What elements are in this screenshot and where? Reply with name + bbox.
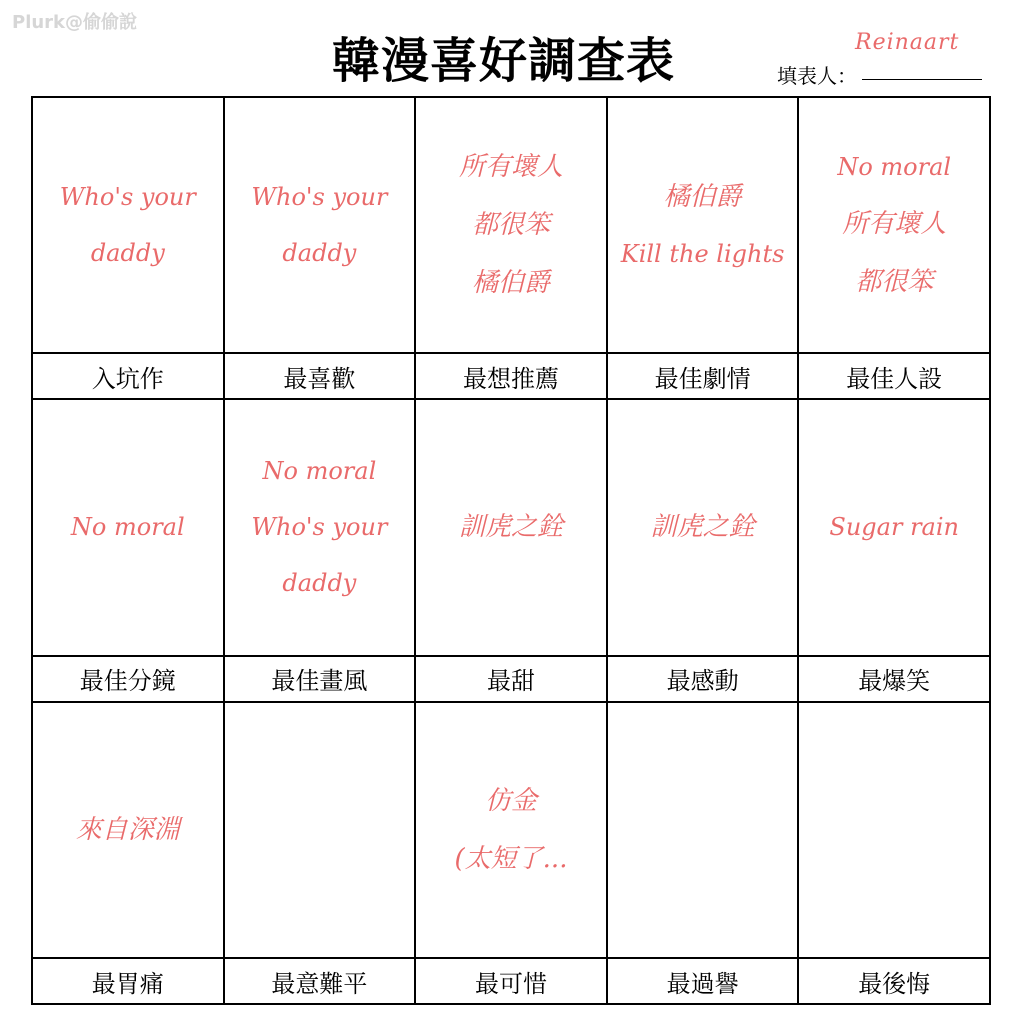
handwritten-answer: 所有壞人 <box>458 152 563 183</box>
handwritten-answer: 都很笨 <box>471 210 550 241</box>
watermark: Plurk@偷偷說 <box>12 12 138 33</box>
handwritten-answer: No moral <box>837 153 952 182</box>
answer-area <box>33 98 223 354</box>
handwritten-answer: No moral <box>262 457 377 486</box>
handwritten-answer: 橘伯爵 <box>663 182 742 213</box>
category-label: 最想推薦 <box>462 364 559 393</box>
category-label: 最佳劇情 <box>654 364 751 393</box>
answer-area <box>33 400 223 656</box>
handwritten-answer: Who's your <box>59 183 196 212</box>
answer-area <box>416 400 606 656</box>
handwritten-answer: daddy <box>90 239 165 268</box>
handwritten-answer: Who's your <box>251 183 388 212</box>
handwritten-answer: 訓虎之銓 <box>458 512 563 543</box>
survey-cell <box>225 98 417 400</box>
category-label: 最喜歡 <box>283 364 356 393</box>
handwritten-answer: 都很笨 <box>855 267 934 298</box>
survey-cell <box>799 703 991 1005</box>
answer-area <box>608 98 798 354</box>
survey-cell <box>799 400 991 702</box>
handwritten-answer: No moral <box>70 513 185 542</box>
page-title: 韓漫喜好調查表 <box>332 33 676 89</box>
filler-label: 填表人： <box>777 64 857 88</box>
handwritten-answer: daddy <box>282 569 357 598</box>
category-label: 最甜 <box>486 667 535 696</box>
category-label: 最後悔 <box>858 969 931 998</box>
survey-cell <box>225 400 417 702</box>
survey-cell <box>33 703 225 1005</box>
handwritten-answer: (太短了... <box>454 843 568 874</box>
category-label: 最佳畫風 <box>271 667 368 696</box>
filler-name: Reinaart <box>855 30 960 55</box>
category-label: 最佳人設 <box>846 364 943 393</box>
answer-area <box>225 400 415 656</box>
survey-cell <box>416 400 608 702</box>
category-label: 最感動 <box>666 667 739 696</box>
category-label: 最過譽 <box>666 969 739 998</box>
survey-cell <box>33 400 225 702</box>
survey-cell <box>225 703 417 1005</box>
handwritten-answer: 仿金 <box>484 785 537 816</box>
handwritten-answer: 橘伯爵 <box>471 268 550 299</box>
handwritten-answer: 訓虎之銓 <box>650 512 755 543</box>
handwritten-answer: Sugar rain <box>829 513 959 542</box>
handwritten-answer: Kill the lights <box>620 240 785 269</box>
category-label: 最爆笑 <box>858 667 931 696</box>
category-label: 最佳分鏡 <box>79 667 176 696</box>
answer-area <box>799 98 989 354</box>
answer-area <box>799 400 989 656</box>
answer-area <box>416 703 606 959</box>
answer-area <box>33 703 223 959</box>
survey-grid <box>31 96 991 1005</box>
handwritten-answer: 所有壞人 <box>842 209 947 240</box>
answer-area <box>225 703 415 959</box>
category-label: 最意難平 <box>271 969 368 998</box>
category-label: 最胃痛 <box>91 969 164 998</box>
survey-cell <box>799 98 991 400</box>
answer-area <box>225 98 415 354</box>
handwritten-answer: daddy <box>282 239 357 268</box>
answer-area <box>608 703 798 959</box>
survey-cell <box>608 703 800 1005</box>
survey-cell <box>608 400 800 702</box>
handwritten-answer: 來自深淵 <box>75 814 180 845</box>
filler-underline <box>862 79 982 80</box>
handwritten-answer: Who's your <box>251 513 388 542</box>
category-label: 最可惜 <box>474 969 547 998</box>
survey-cell <box>33 98 225 400</box>
answer-area <box>416 98 606 354</box>
survey-cell <box>416 703 608 1005</box>
answer-area <box>799 703 989 959</box>
answer-area <box>608 400 798 656</box>
survey-cell <box>416 98 608 400</box>
category-label: 入坑作 <box>91 364 164 393</box>
survey-cell <box>608 98 800 400</box>
